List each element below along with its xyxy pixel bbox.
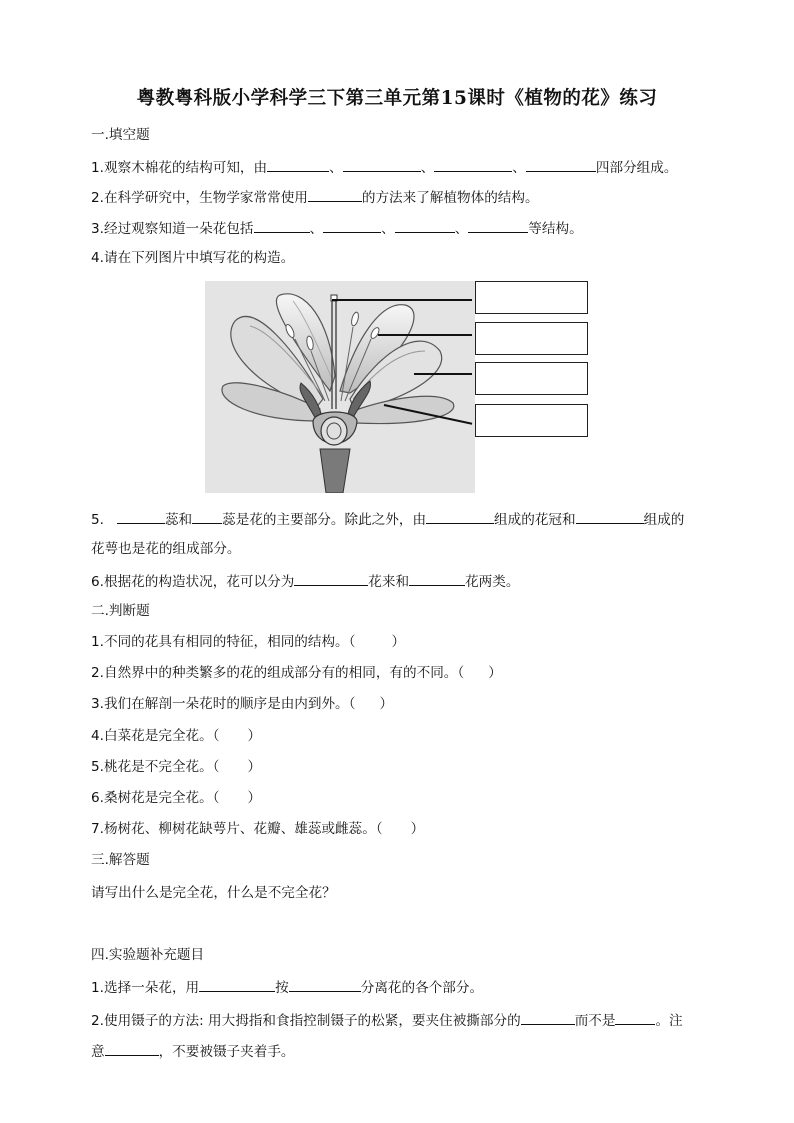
section-fill-heading: 一.填空题 bbox=[91, 127, 150, 143]
answer-blank[interactable] bbox=[199, 976, 275, 992]
label-box-1[interactable] bbox=[475, 281, 588, 314]
label-box-4[interactable] bbox=[475, 404, 588, 437]
judge-question: 6.桑树花是完全花。（ ） bbox=[91, 790, 262, 806]
answer-blank[interactable] bbox=[192, 508, 222, 524]
fill-question-1: 1.观察木棉花的结构可知，由 、 、 、 四部分组成。 bbox=[91, 156, 677, 178]
answer-blank[interactable] bbox=[294, 570, 368, 586]
judge-question: 3.我们在解剖一朵花时的顺序是由内到外。（ ） bbox=[91, 696, 394, 712]
label-box-3[interactable] bbox=[475, 362, 588, 395]
fill-question-5-cont: 花萼也是花的组成部分。 bbox=[91, 541, 241, 557]
answer-blank[interactable] bbox=[267, 156, 329, 172]
fill-question-6: 6.根据花的构造状况，花可以分为 花来和 花两类。 bbox=[91, 570, 519, 592]
answer-blank[interactable] bbox=[117, 508, 165, 524]
experiment-question-1: 1.选择一朵花，用 按 分离花的各个部分。 bbox=[91, 976, 483, 998]
page-title: 粤教粤科版小学科学三下第三单元第15课时《植物的花》练习 bbox=[136, 88, 658, 109]
answer-blank[interactable] bbox=[105, 1040, 159, 1056]
section-experiment-heading: 四.实验题补充题目 bbox=[91, 947, 205, 963]
answer-blank[interactable] bbox=[434, 156, 512, 172]
experiment-question-2: 2.使用镊子的方法: 用大拇指和食指控制镊子的松紧，要夹住被撕部分的 而不是 。注 bbox=[91, 1009, 683, 1031]
flower-diagram bbox=[205, 281, 475, 493]
experiment-question-2-cont: 意 ，不要被镊子夹着手。 bbox=[91, 1040, 295, 1062]
fill-question-2: 2.在科学研究中，生物学家常常使用 的方法来了解植物体的结构。 bbox=[91, 186, 539, 208]
judge-question: 2.自然界中的种类繁多的花的组成部分有的相同，有的不同。（ ） bbox=[91, 665, 502, 681]
judge-question: 5.桃花是不完全花。（ ） bbox=[91, 759, 262, 775]
answer-blank[interactable] bbox=[526, 156, 596, 172]
answer-blank[interactable] bbox=[289, 976, 361, 992]
leader-line bbox=[378, 334, 472, 336]
judge-question: 7.杨树花、柳树花缺萼片、花瓣、雄蕊或雌蕊。（ ） bbox=[91, 821, 425, 837]
answer-blank[interactable] bbox=[426, 508, 494, 524]
section-answer-heading: 三.解答题 bbox=[91, 852, 150, 868]
judge-question: 1.不同的花具有相同的特征，相同的结构。（ ） bbox=[91, 634, 406, 650]
answer-question: 请写出什么是完全花，什么是不完全花？ bbox=[91, 885, 336, 901]
section-judge-heading: 二.判断题 bbox=[91, 603, 150, 619]
answer-blank[interactable] bbox=[323, 217, 381, 233]
flower-illustration bbox=[205, 281, 475, 493]
answer-blank[interactable] bbox=[576, 508, 644, 524]
fill-question-3: 3.经过观察知道一朵花包括 、 、 、 等结构。 bbox=[91, 217, 583, 239]
judge-question: 4.白菜花是完全花。（ ） bbox=[91, 728, 262, 744]
answer-blank[interactable] bbox=[615, 1009, 655, 1025]
leader-line bbox=[332, 299, 472, 301]
answer-blank[interactable] bbox=[409, 570, 465, 586]
answer-blank[interactable] bbox=[521, 1009, 575, 1025]
answer-blank[interactable] bbox=[254, 217, 310, 233]
answer-blank[interactable] bbox=[308, 186, 362, 202]
fill-question-5: 5. 蕊和 蕊是花的主要部分。除此之外，由 组成的花冠和 组成的 bbox=[91, 508, 684, 530]
label-box-2[interactable] bbox=[475, 322, 588, 355]
fill-question-4: 4.请在下列图片中填写花的构造。 bbox=[91, 250, 295, 266]
answer-blank[interactable] bbox=[395, 217, 455, 233]
answer-blank[interactable] bbox=[468, 217, 528, 233]
answer-blank[interactable] bbox=[343, 156, 421, 172]
leader-line bbox=[414, 373, 472, 375]
